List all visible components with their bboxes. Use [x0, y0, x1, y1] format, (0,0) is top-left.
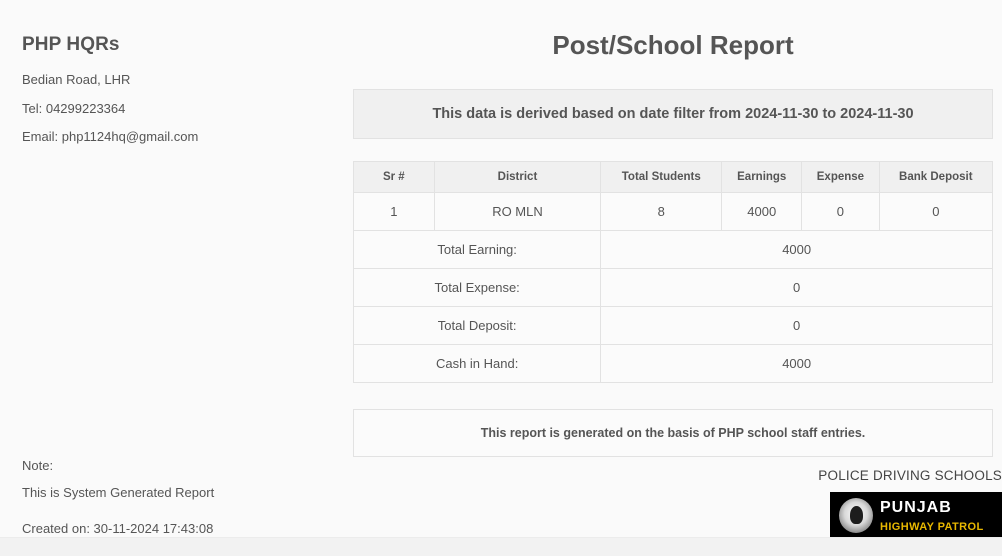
column-header-total-students: Total Students — [601, 162, 722, 193]
report-body — [353, 30, 993, 457]
summary-label-cash-in-hand: Cash in Hand: — [354, 345, 601, 383]
police-emblem-icon — [839, 498, 873, 533]
summary-label-total-deposit: Total Deposit: — [354, 307, 601, 345]
column-header-bank-deposit: Bank Deposit — [879, 162, 992, 193]
punjab-highway-patrol-logo — [830, 492, 1002, 539]
summary-row-total-deposit — [354, 307, 993, 345]
column-header-sr: Sr # — [354, 162, 435, 193]
brand-logo-line2: HIGHWAY PATROL — [880, 521, 984, 533]
summary-value-total-deposit: 0 — [601, 307, 993, 345]
summary-label-total-earning: Total Earning: — [354, 231, 601, 269]
brand-logo-line1: PUNJAB — [880, 499, 952, 516]
brand-block — [742, 468, 1002, 539]
organization-name: PHP HQRs — [22, 34, 120, 55]
organization-email: Email: php1124hq@gmail.com — [22, 129, 199, 144]
date-filter-banner: This data is derived based on date filter from 2024-11-30 to 2024-11-30 — [353, 89, 993, 139]
column-header-district: District — [434, 162, 601, 193]
note-text: This is System Generated Report — [22, 485, 215, 500]
report-generation-note: This report is generated on the basis of PHP school staff entries. — [353, 409, 993, 457]
organization-phone: Tel: 04299223364 — [22, 100, 126, 116]
note-block — [22, 458, 442, 536]
summary-label-total-expense: Total Expense: — [354, 269, 601, 307]
cell-bank-deposit: 0 — [879, 193, 992, 231]
note-created-on: Created on: 30-11-2024 17:43:08 — [22, 521, 214, 536]
cell-district: RO MLN — [434, 193, 601, 231]
report-table — [353, 161, 993, 383]
brand-logo-text — [880, 499, 984, 535]
cell-sr: 1 — [354, 193, 435, 231]
summary-value-cash-in-hand: 4000 — [601, 345, 993, 383]
summary-row-total-expense — [354, 269, 993, 307]
page-title: Post/School Report — [552, 30, 794, 60]
bottom-strip — [0, 537, 1002, 556]
organization-address: Bedian Road, LHR — [22, 72, 131, 87]
organization-block — [22, 34, 322, 156]
cell-expense: 0 — [802, 193, 879, 231]
cell-total-students: 8 — [601, 193, 722, 231]
column-header-expense: Expense — [802, 162, 879, 193]
summary-value-total-expense: 0 — [601, 269, 993, 307]
table-header-row — [354, 162, 993, 193]
table-row — [354, 193, 993, 231]
summary-value-total-earning: 4000 — [601, 231, 993, 269]
summary-row-cash-in-hand — [354, 345, 993, 383]
column-header-earnings: Earnings — [722, 162, 802, 193]
note-label: Note: — [22, 458, 54, 473]
summary-row-total-earning — [354, 231, 993, 269]
brand-caption: POLICE DRIVING SCHOOLS — [818, 468, 1002, 483]
cell-earnings: 4000 — [722, 193, 802, 231]
